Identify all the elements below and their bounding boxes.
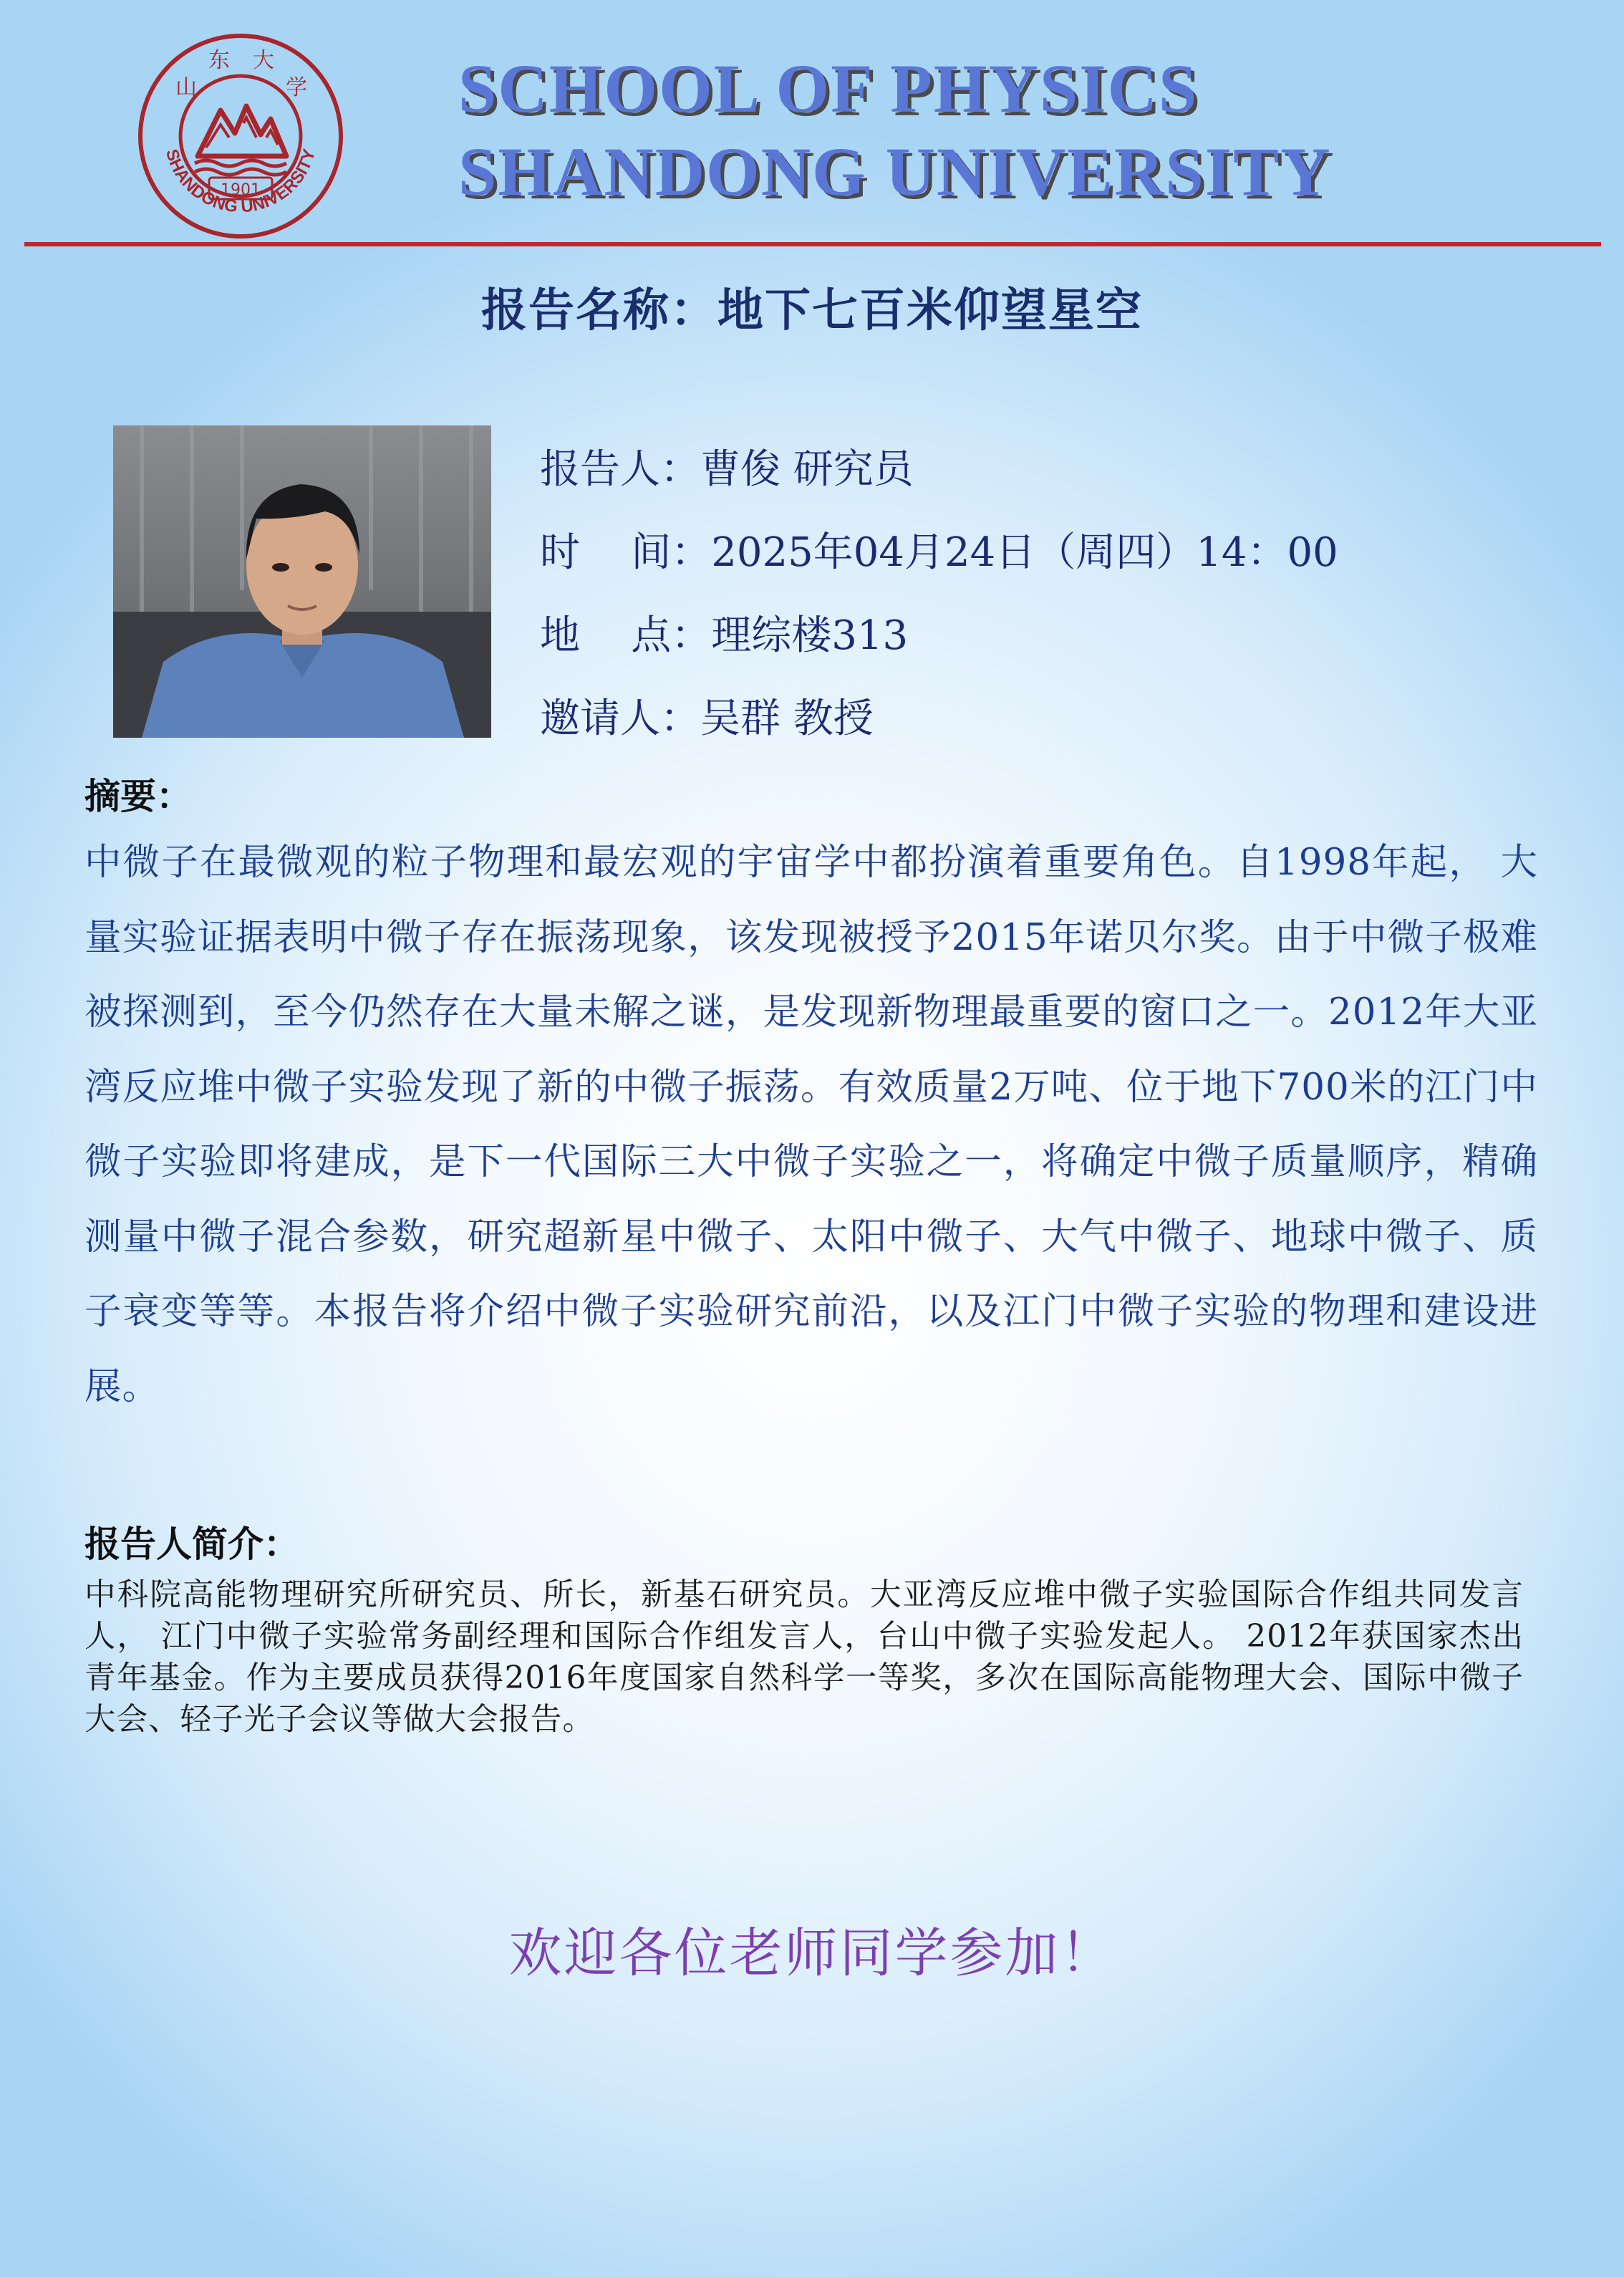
abstract-text: 中微子在最微观的粒子物理和最宏观的宇宙学中都扮演着重要角色。自1998年起， 大量实验证据表明中微子存在振荡现象，该发现被授予2015年诺贝尔奖。由于中微子极难被探测到，至今仍然存在大量未解之谜，是发现新物理最重要的窗口之一。2012年大亚湾反应堆中微子实验发现了新的中微子振荡。有效质量2万吨、位于地下700米的江门中微子实验即将建成，是下一代国际三大中微子实验之一，将确定中微子质量顺序，精确测量中微子混合参数，研究超新星中微子、太阳中微子、大气中微子、地球中微子、质子衰变等等。本报告将介绍中微子实验研究前沿，以及江门中微子实验的物理和建设进展。 [84, 841, 1538, 1408]
speaker-photo [113, 425, 491, 738]
info-speaker: 报告人：曹俊 研究员 [540, 446, 914, 493]
university-logo [135, 30, 347, 242]
info-inviter: 邀请人：吴群 教授 [540, 695, 874, 742]
report-title: 报告名称：地下七百米仰望星空 [481, 284, 1143, 337]
info-time: 时 间：2025年04月24日（周四）14：00 [540, 529, 1338, 576]
school-title [458, 47, 1547, 213]
logo-top-text: 山东 大学 [175, 48, 307, 100]
logo-arc-text: SHANDONG UNIVERSITY [161, 147, 320, 217]
bio-heading: 报告人简介： [84, 1523, 299, 1565]
header-divider [24, 242, 1601, 246]
welcome-message: 欢迎各位老师同学参加！ [508, 1922, 1116, 1984]
shandong-university-seal-icon [135, 30, 347, 242]
info-location: 地 点：理综楼313 [540, 612, 909, 659]
bio-text: 中科院高能物理研究所研究员、所长，新基石研究员。大亚湾反应堆中微子实验国际合作组共同发言人， 江门中微子实验常务副经理和国际合作组发言人，台山中微子实验发起人。 2012年获国家杰出青年基金。作为主要成员获得2016年度国家自然科学一等奖，多次在国际高能物理大会、国际中微子大会、轻子光子会议等做大会报告。 [84, 1577, 1524, 1738]
talk-info [540, 428, 1338, 761]
school-title-line2: SHANDONG UNIVERSITY [458, 133, 1332, 210]
logo-year: 1901 [221, 181, 261, 199]
school-title-line1: SCHOOL OF PHYSICS [458, 50, 1199, 127]
abstract-heading: 摘要： [84, 776, 192, 817]
speaker-portrait-photo-icon [113, 425, 491, 738]
